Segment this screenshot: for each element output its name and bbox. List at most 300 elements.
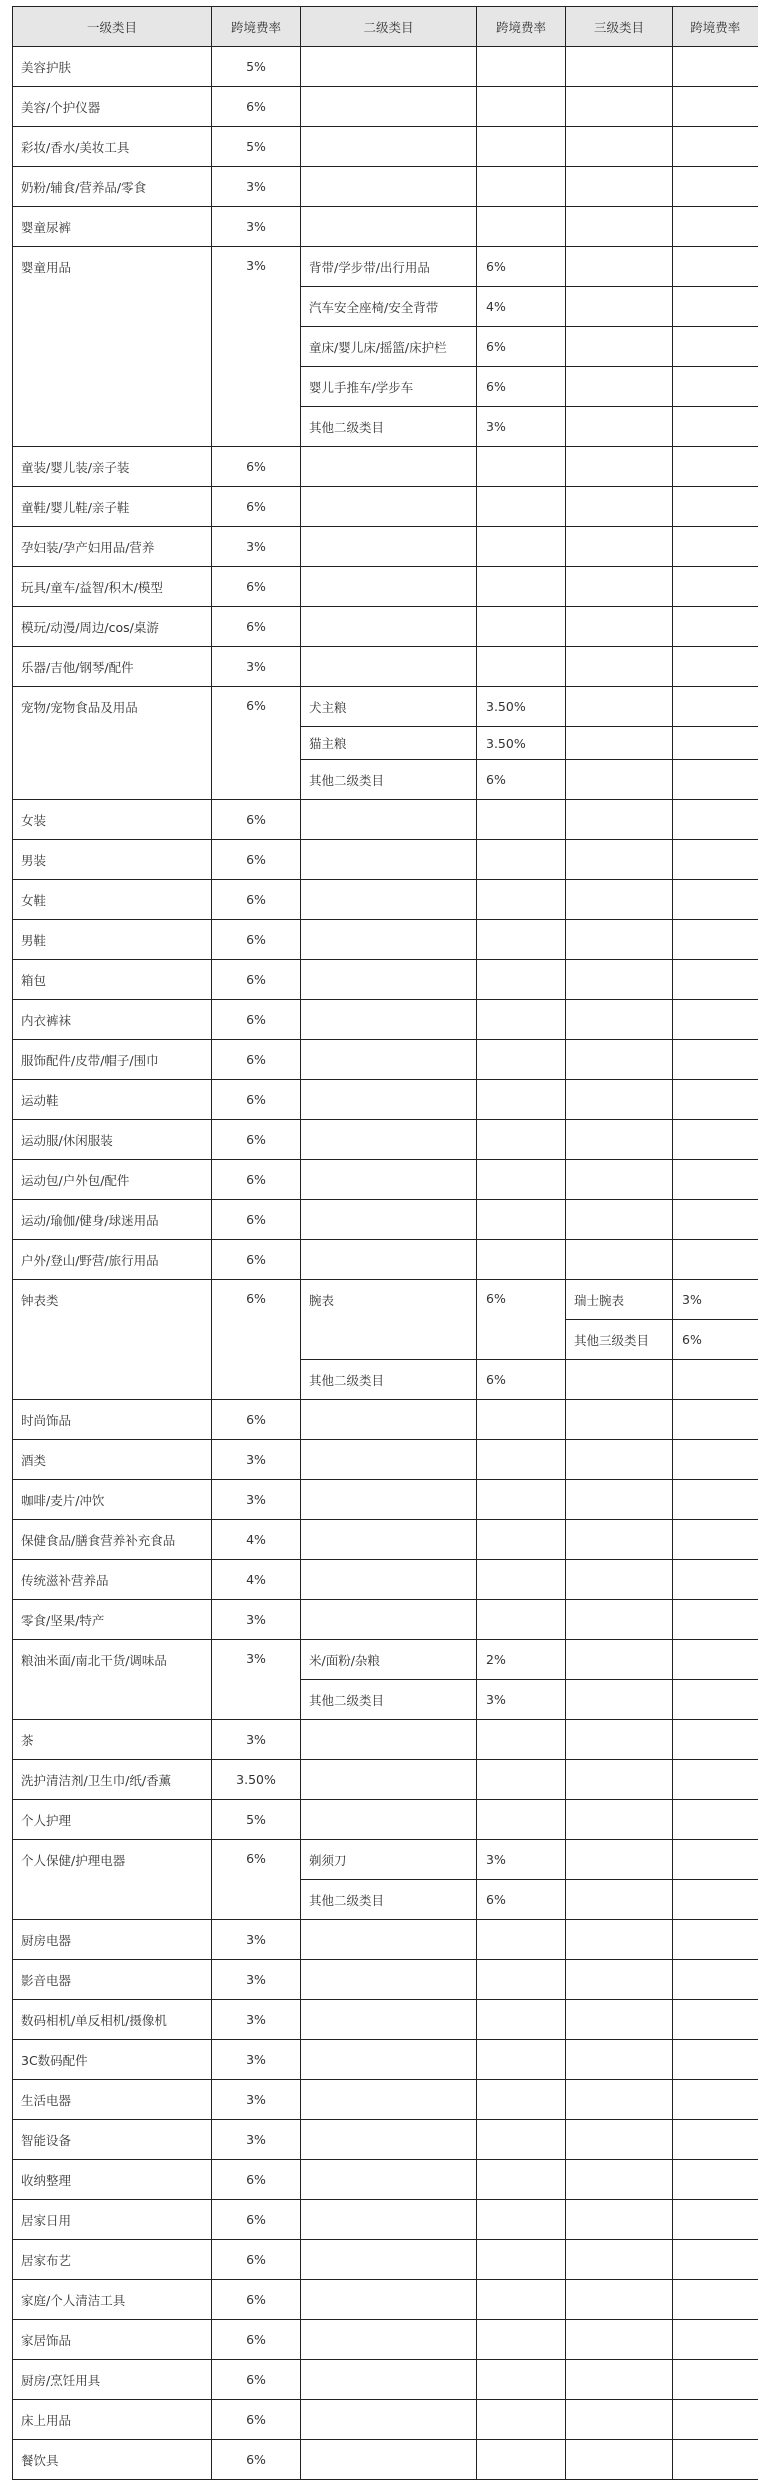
- level3-rate: [673, 1960, 758, 2000]
- level1-category: 运动包/户外包/配件: [13, 1160, 212, 1200]
- level3-category: [566, 687, 673, 727]
- level2-rate: [477, 167, 566, 207]
- level3-category: [566, 2160, 673, 2200]
- level3-category: [566, 2360, 673, 2400]
- level2-rate: 3%: [477, 407, 566, 447]
- level3-rate: [673, 2440, 758, 2480]
- level3-category: [566, 2120, 673, 2160]
- level1-category: 粮油米面/南北干货/调味品: [13, 1640, 212, 1720]
- level3-category: [566, 1120, 673, 1160]
- table-row: [13, 167, 758, 207]
- level3-rate: [673, 567, 758, 607]
- level2-rate: 6%: [477, 1360, 566, 1400]
- level2-rate: [477, 567, 566, 607]
- level3-rate: [673, 1440, 758, 1480]
- level2-category: 犬主粮: [301, 687, 477, 727]
- level2-rate: [477, 607, 566, 647]
- level1-rate: 6%: [212, 487, 301, 527]
- level2-category: 其他二级类目: [301, 1360, 477, 1400]
- level2-rate: [477, 1600, 566, 1640]
- level1-rate: 6%: [212, 1200, 301, 1240]
- level3-rate: [673, 1480, 758, 1520]
- level1-category: 智能设备: [13, 2120, 212, 2160]
- level3-category: [566, 527, 673, 567]
- level1-rate: 6%: [212, 800, 301, 840]
- level2-rate: [477, 1920, 566, 1960]
- level3-rate: [673, 527, 758, 567]
- level3-category: [566, 487, 673, 527]
- level1-category: 美容护肤: [13, 47, 212, 87]
- level1-category: 内衣裤袜: [13, 1000, 212, 1040]
- level1-rate: 6%: [212, 2360, 301, 2400]
- level3-rate: [673, 2000, 758, 2040]
- level2-rate: [477, 1800, 566, 1840]
- level1-rate: 6%: [212, 1240, 301, 1280]
- table-row: [13, 840, 758, 880]
- level3-category: [566, 167, 673, 207]
- level2-rate: [477, 920, 566, 960]
- level3-rate: [673, 1600, 758, 1640]
- level1-category: 洗护清洁剂/卫生巾/纸/香薰: [13, 1760, 212, 1800]
- level3-rate: [673, 447, 758, 487]
- level3-rate: [673, 207, 758, 247]
- level1-rate: 3%: [212, 2120, 301, 2160]
- level3-rate: [673, 247, 758, 287]
- level3-rate: [673, 127, 758, 167]
- level2-rate: [477, 47, 566, 87]
- level3-category: [566, 447, 673, 487]
- table-row: [13, 1160, 758, 1200]
- level2-category: [301, 1240, 477, 1280]
- table-row: [13, 447, 758, 487]
- table-row: [13, 1800, 758, 1840]
- level3-rate: [673, 1760, 758, 1800]
- level3-category: [566, 1720, 673, 1760]
- level2-category: [301, 167, 477, 207]
- level2-rate: [477, 1080, 566, 1120]
- level2-rate: 6%: [477, 247, 566, 287]
- level3-category: [566, 1920, 673, 1960]
- level1-category: 孕妇装/孕产妇用品/营养: [13, 527, 212, 567]
- level3-category: [566, 47, 673, 87]
- level3-category: [566, 87, 673, 127]
- table-row: [13, 207, 758, 247]
- level2-category: [301, 2120, 477, 2160]
- table-row: [13, 2200, 758, 2240]
- table-row: [13, 2280, 758, 2320]
- level3-rate: [673, 2360, 758, 2400]
- level3-rate: [673, 1000, 758, 1040]
- table-row: [13, 2000, 758, 2040]
- level2-rate: 3%: [477, 1680, 566, 1720]
- level1-category: 男装: [13, 840, 212, 880]
- level1-category: 宠物/宠物食品及用品: [13, 687, 212, 800]
- table-row: [13, 2320, 758, 2360]
- level3-category: [566, 567, 673, 607]
- table-row: [13, 2240, 758, 2280]
- level2-rate: [477, 1400, 566, 1440]
- level3-category: [566, 1800, 673, 1840]
- level2-rate: [477, 127, 566, 167]
- level1-rate: 3%: [212, 247, 301, 447]
- level2-category: 腕表: [301, 1280, 477, 1360]
- level2-rate: [477, 87, 566, 127]
- level3-rate: [673, 880, 758, 920]
- level3-rate: [673, 1200, 758, 1240]
- level3-rate: [673, 1560, 758, 1600]
- level1-rate: 3%: [212, 167, 301, 207]
- level1-category: 运动鞋: [13, 1080, 212, 1120]
- level3-category: [566, 1160, 673, 1200]
- level1-category: 个人保健/护理电器: [13, 1840, 212, 1920]
- level3-category: [566, 1480, 673, 1520]
- level3-category: [566, 2040, 673, 2080]
- level1-rate: 6%: [212, 2160, 301, 2200]
- table-row: [13, 960, 758, 1000]
- level1-rate: 5%: [212, 1800, 301, 1840]
- table-row: [13, 2360, 758, 2400]
- level1-category: 厨房/烹饪用具: [13, 2360, 212, 2400]
- level2-rate: [477, 1960, 566, 2000]
- level2-category: 其他二级类目: [301, 407, 477, 447]
- level2-rate: [477, 2400, 566, 2440]
- level3-rate: [673, 87, 758, 127]
- level3-rate: [673, 2120, 758, 2160]
- level3-category: [566, 1400, 673, 1440]
- level1-category: 茶: [13, 1720, 212, 1760]
- level3-rate: [673, 1840, 758, 1880]
- level1-rate: 6%: [212, 1160, 301, 1200]
- level3-rate: [673, 167, 758, 207]
- level2-rate: [477, 2080, 566, 2120]
- table-row: [13, 1400, 758, 1440]
- table-row: [13, 567, 758, 607]
- level2-category: [301, 1760, 477, 1800]
- level1-rate: 6%: [212, 2280, 301, 2320]
- table-row: [13, 247, 758, 287]
- level3-rate: [673, 487, 758, 527]
- level2-category: [301, 1040, 477, 1080]
- level2-category: 婴儿手推车/学步车: [301, 367, 477, 407]
- table-row: [13, 1080, 758, 1120]
- table-row: [13, 1480, 758, 1520]
- level1-rate: 6%: [212, 1280, 301, 1400]
- level3-rate: [673, 960, 758, 1000]
- level1-category: 男鞋: [13, 920, 212, 960]
- level3-category: [566, 2200, 673, 2240]
- level2-category: 其他二级类目: [301, 1880, 477, 1920]
- header-level1-rate: 跨境费率: [212, 7, 301, 47]
- level2-category: [301, 1720, 477, 1760]
- table-row: [13, 127, 758, 167]
- level3-category: [566, 1640, 673, 1680]
- table-row: [13, 1640, 758, 1680]
- level1-category: 时尚饰品: [13, 1400, 212, 1440]
- level2-rate: [477, 2120, 566, 2160]
- level2-category: [301, 1920, 477, 1960]
- level3-category: [566, 1360, 673, 1400]
- table-row: [13, 2400, 758, 2440]
- level2-rate: [477, 2200, 566, 2240]
- level2-category: [301, 2080, 477, 2120]
- level3-rate: [673, 2400, 758, 2440]
- level3-category: [566, 2080, 673, 2120]
- level1-category: 钟表类: [13, 1280, 212, 1400]
- level2-rate: 6%: [477, 367, 566, 407]
- level1-category: 箱包: [13, 960, 212, 1000]
- level2-rate: 3.50%: [477, 687, 566, 727]
- level2-category: [301, 2440, 477, 2480]
- level2-category: [301, 527, 477, 567]
- table-row: [13, 47, 758, 87]
- level1-category: 个人护理: [13, 1800, 212, 1840]
- level3-rate: [673, 1400, 758, 1440]
- level3-category: [566, 1960, 673, 2000]
- level1-rate: 6%: [212, 1400, 301, 1440]
- level3-category: [566, 1240, 673, 1280]
- level3-rate: [673, 1080, 758, 1120]
- level2-category: [301, 1120, 477, 1160]
- level3-rate: [673, 1920, 758, 1960]
- level1-rate: 3%: [212, 527, 301, 567]
- level2-category: [301, 1400, 477, 1440]
- level1-rate: 3%: [212, 1480, 301, 1520]
- level3-category: [566, 1520, 673, 1560]
- level1-category: 影音电器: [13, 1960, 212, 2000]
- level2-rate: [477, 2160, 566, 2200]
- level2-rate: 2%: [477, 1640, 566, 1680]
- level1-category: 童鞋/婴儿鞋/亲子鞋: [13, 487, 212, 527]
- level2-category: [301, 2000, 477, 2040]
- level3-rate: [673, 2160, 758, 2200]
- level1-rate: 3%: [212, 1600, 301, 1640]
- level3-category: 其他三级类目: [566, 1320, 673, 1360]
- level2-category: [301, 567, 477, 607]
- level1-rate: 3%: [212, 2040, 301, 2080]
- table-row: [13, 800, 758, 840]
- level3-category: [566, 1680, 673, 1720]
- table-row: [13, 2120, 758, 2160]
- level3-category: [566, 2440, 673, 2480]
- level1-category: 数码相机/单反相机/摄像机: [13, 2000, 212, 2040]
- level3-rate: [673, 920, 758, 960]
- level2-category: [301, 2200, 477, 2240]
- level1-rate: 6%: [212, 1840, 301, 1920]
- table-row: [13, 1960, 758, 2000]
- level1-category: 服饰配件/皮带/帽子/围巾: [13, 1040, 212, 1080]
- level1-rate: 3%: [212, 207, 301, 247]
- level2-category: 剃须刀: [301, 1840, 477, 1880]
- level3-category: [566, 880, 673, 920]
- level2-category: [301, 1000, 477, 1040]
- level3-category: [566, 1600, 673, 1640]
- level1-category: 保健食品/膳食营养补充食品: [13, 1520, 212, 1560]
- table-row: [13, 1120, 758, 1160]
- level1-rate: 6%: [212, 567, 301, 607]
- level1-category: 传统滋补营养品: [13, 1560, 212, 1600]
- level3-category: [566, 760, 673, 800]
- level3-rate: [673, 1360, 758, 1400]
- level3-rate: [673, 760, 758, 800]
- level1-category: 婴童用品: [13, 247, 212, 447]
- level1-rate: 6%: [212, 2320, 301, 2360]
- header-level2-category: 二级类目: [301, 7, 477, 47]
- level1-category: 婴童尿裤: [13, 207, 212, 247]
- level3-rate: [673, 1040, 758, 1080]
- level3-rate: [673, 1800, 758, 1840]
- level3-rate: 3%: [673, 1280, 758, 1320]
- level1-rate: 6%: [212, 1120, 301, 1160]
- level3-category: [566, 1000, 673, 1040]
- level2-rate: [477, 1560, 566, 1600]
- level3-rate: [673, 1520, 758, 1560]
- table-row: [13, 1440, 758, 1480]
- level2-category: 猫主粮: [301, 727, 477, 760]
- table-row: [13, 1520, 758, 1560]
- level2-category: [301, 2040, 477, 2080]
- table-row: [13, 1920, 758, 1960]
- level3-rate: [673, 407, 758, 447]
- level3-category: [566, 1760, 673, 1800]
- level1-rate: 6%: [212, 1080, 301, 1120]
- level2-rate: [477, 1200, 566, 1240]
- level2-rate: [477, 1240, 566, 1280]
- level2-rate: 6%: [477, 1280, 566, 1360]
- level3-rate: [673, 287, 758, 327]
- level1-category: 居家布艺: [13, 2240, 212, 2280]
- level2-category: [301, 127, 477, 167]
- level1-rate: 5%: [212, 47, 301, 87]
- level2-category: [301, 1800, 477, 1840]
- level3-rate: [673, 2080, 758, 2120]
- level2-rate: 6%: [477, 760, 566, 800]
- level1-category: 酒类: [13, 1440, 212, 1480]
- level2-rate: [477, 487, 566, 527]
- level2-rate: 6%: [477, 327, 566, 367]
- table-row: [13, 527, 758, 567]
- level1-rate: 6%: [212, 2400, 301, 2440]
- level1-rate: 6%: [212, 687, 301, 800]
- level3-category: [566, 1040, 673, 1080]
- level2-category: [301, 2240, 477, 2280]
- level3-category: [566, 327, 673, 367]
- level3-rate: [673, 1880, 758, 1920]
- level3-rate: 6%: [673, 1320, 758, 1360]
- level3-rate: [673, 2040, 758, 2080]
- level1-category: 家居饰品: [13, 2320, 212, 2360]
- level2-rate: [477, 840, 566, 880]
- level2-rate: [477, 1440, 566, 1480]
- level2-rate: 3%: [477, 1840, 566, 1880]
- level1-rate: 3%: [212, 2080, 301, 2120]
- level2-category: [301, 1440, 477, 1480]
- header-level3-category: 三级类目: [566, 7, 673, 47]
- level2-category: 童床/婴儿床/摇篮/床护栏: [301, 327, 477, 367]
- level3-rate: [673, 327, 758, 367]
- level3-rate: [673, 647, 758, 687]
- table-row: [13, 2040, 758, 2080]
- level1-category: 运动服/休闲服装: [13, 1120, 212, 1160]
- level2-category: [301, 1560, 477, 1600]
- table-header-row: [13, 7, 758, 47]
- level2-rate: [477, 880, 566, 920]
- level3-category: [566, 207, 673, 247]
- level1-category: 模玩/动漫/周边/cos/桌游: [13, 607, 212, 647]
- level2-category: [301, 840, 477, 880]
- level1-rate: 3.50%: [212, 1760, 301, 1800]
- level1-category: 生活电器: [13, 2080, 212, 2120]
- level1-rate: 6%: [212, 840, 301, 880]
- level1-rate: 6%: [212, 1040, 301, 1080]
- table-row: [13, 880, 758, 920]
- level1-category: 女装: [13, 800, 212, 840]
- level1-rate: 6%: [212, 1000, 301, 1040]
- level3-category: [566, 1080, 673, 1120]
- level2-rate: [477, 527, 566, 567]
- table-row: [13, 1280, 758, 1320]
- level3-rate: [673, 687, 758, 727]
- level3-category: [566, 2320, 673, 2360]
- header-level3-rate: 跨境费率: [673, 7, 758, 47]
- level1-category: 餐饮具: [13, 2440, 212, 2480]
- level3-category: [566, 607, 673, 647]
- level3-category: [566, 407, 673, 447]
- level2-category: [301, 1520, 477, 1560]
- level3-rate: [673, 47, 758, 87]
- level2-category: [301, 2400, 477, 2440]
- level2-rate: [477, 2320, 566, 2360]
- level2-rate: [477, 800, 566, 840]
- header-level1-category: 一级类目: [13, 7, 212, 47]
- level3-rate: [673, 1160, 758, 1200]
- table-row: [13, 1040, 758, 1080]
- level3-category: [566, 960, 673, 1000]
- level3-category: [566, 2240, 673, 2280]
- level2-rate: [477, 960, 566, 1000]
- level3-rate: [673, 2320, 758, 2360]
- level1-category: 童装/婴儿装/亲子装: [13, 447, 212, 487]
- level3-rate: [673, 2280, 758, 2320]
- level1-category: 3C数码配件: [13, 2040, 212, 2080]
- level1-rate: 3%: [212, 1440, 301, 1480]
- level1-category: 女鞋: [13, 880, 212, 920]
- cross-border-fee-table: [12, 6, 758, 2480]
- level2-category: [301, 487, 477, 527]
- table-row: [13, 1720, 758, 1760]
- level3-rate: [673, 727, 758, 760]
- level3-rate: [673, 1720, 758, 1760]
- level3-rate: [673, 840, 758, 880]
- level3-category: [566, 367, 673, 407]
- table-row: [13, 1840, 758, 1880]
- level2-rate: [477, 1000, 566, 1040]
- level2-rate: [477, 1160, 566, 1200]
- level1-rate: 6%: [212, 447, 301, 487]
- level1-category: 家庭/个人清洁工具: [13, 2280, 212, 2320]
- level1-rate: 6%: [212, 2240, 301, 2280]
- level1-category: 床上用品: [13, 2400, 212, 2440]
- level2-category: 其他二级类目: [301, 760, 477, 800]
- level2-category: [301, 1200, 477, 1240]
- level2-category: [301, 47, 477, 87]
- level1-rate: 4%: [212, 1520, 301, 1560]
- level1-rate: 6%: [212, 920, 301, 960]
- level1-rate: 3%: [212, 1920, 301, 1960]
- level3-rate: [673, 367, 758, 407]
- level1-rate: 6%: [212, 87, 301, 127]
- level2-rate: [477, 2280, 566, 2320]
- level2-rate: [477, 1520, 566, 1560]
